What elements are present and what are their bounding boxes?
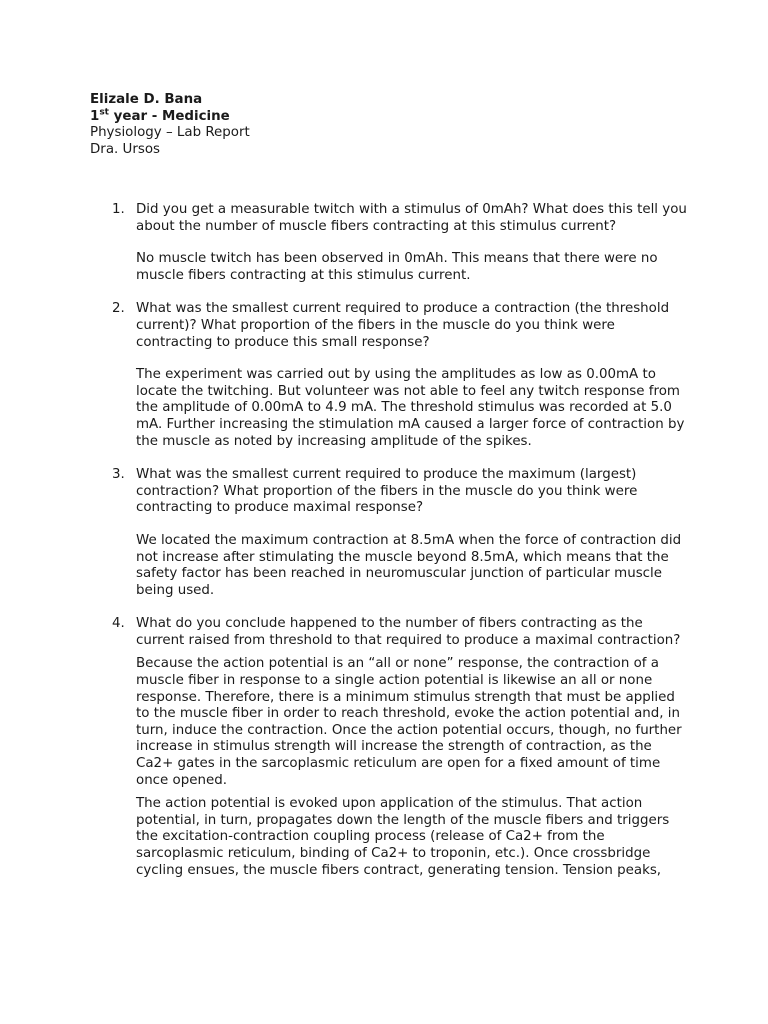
question-item: [108, 467, 688, 599]
question-text: What was the smallest current required to produce the maximum (largest) contraction? What proportion of the fibers in the muscle do you think were contracting to produce maximal response?: [136, 467, 638, 516]
answer-paragraph: The experiment was carried out by using the amplitudes as low as 0.00mA to locate the twitching. But volunteer was not able to feel any twitch response from the amplitude of 0.00mA to 4.9 mA. The threshold stimulus was recorded at 5.0 mA. Further increasing the stimulation mA caused a larger force of contraction by the muscle as noted by increasing amplitude of the spikes.: [136, 367, 685, 449]
question-number: 3.: [112, 467, 125, 483]
answer-paragraph: We located the maximum contraction at 8.5mA when the force of contraction did not increase after stimulating the muscle beyond 8.5mA, which means that the safety factor has been reached in neuromuscular junction of particular muscle being used.: [136, 532, 682, 598]
question-item: [108, 616, 688, 879]
answer-paragraph: The action potential is evoked upon application of the stimulus. That action potential, in turn, propagates down the length of the muscle fibers and triggers the excitation-contraction coupling process (release of Ca2+ from the sarcoplasmic reticulum, binding of Ca2+ to troponin, etc.). Once crossbridge cycling ensues, the muscle fibers contract, generating tension. Tension peaks,: [136, 796, 670, 878]
year-level: 1st year - Medicine: [90, 107, 230, 124]
question-number: 4.: [112, 616, 125, 632]
answer-paragraph: Because the action potential is an “all or none” response, the contraction of a muscle fiber in response to a single action potential is likewise an all or none response. Therefore, there is a minimum stimulus strength that must be applied to the muscle fiber in order to reach threshold, evoke the action potential and, in turn, induce the contraction. Once the action potential occurs, though, no further increase in stimulus strength will increase the strength of contraction, as the Ca2+ gates in the sarcoplasmic reticulum are open for a fixed amount of time once opened.: [136, 656, 682, 788]
question-text: What do you conclude happened to the number of fibers contracting as the current raised from threshold to that required to produce a maximal contraction?: [136, 616, 681, 648]
question-number: 2.: [112, 301, 125, 317]
answer-paragraph: No muscle twitch has been observed in 0mAh. This means that there were no muscle fibers contracting at this stimulus current.: [136, 251, 658, 283]
question-list: [108, 202, 688, 879]
document-header: [90, 92, 250, 158]
question-text: Did you get a measurable twitch with a stimulus of 0mAh? What does this tell you about the number of muscle fibers contracting at this stimulus current?: [136, 202, 687, 234]
question-text: What was the smallest current required to produce a contraction (the threshold current)? What proportion of the fibers in the muscle do you think were contracting to produce this small response?: [136, 301, 670, 350]
author-name: Elizale D. Bana: [90, 92, 203, 107]
question-number: 1.: [112, 202, 125, 217]
instructor-name: Dra. Ursos: [90, 141, 160, 157]
course-title: Physiology – Lab Report: [90, 125, 250, 141]
question-item: [108, 301, 688, 450]
question-item: [108, 202, 688, 284]
